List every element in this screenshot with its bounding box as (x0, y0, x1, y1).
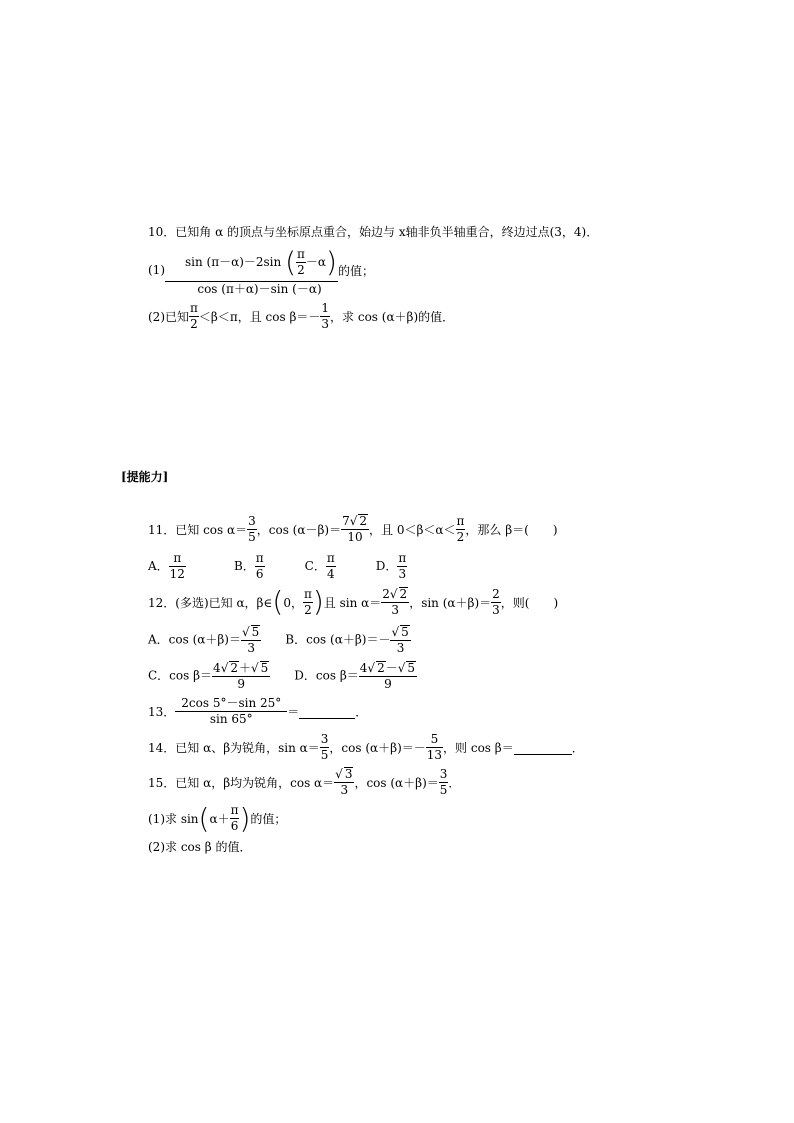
q11-option-c[interactable]: C． $\frac{\pi}{4}$ (304, 551, 335, 581)
q11-option-a[interactable]: A． $\frac{\pi}{12}$ (148, 551, 185, 581)
q15-part1: (1)求 sin ( α＋ $\frac{\pi}{6}$ ) 的值； (148, 801, 287, 835)
q11-option-d[interactable]: D． $\frac{\pi}{3}$ (375, 551, 407, 581)
q10-part1 (148, 244, 374, 296)
q12-option-d[interactable]: D．cos β＝ $\frac{4√ 2-√ 5}{9}$ (294, 661, 416, 691)
q12-option-c[interactable]: C．cos β＝ $\frac{4√ 2+√ 5}{9}$ (148, 661, 269, 691)
q10-part1-fraction: sin (π－α)－2sin ( $\frac{\pi}{2}$ －α) cos (π＋α)－sin (－α) (165, 244, 338, 296)
q15-stem: 15．已知 α，β均为锐角，cos α＝ $\frac{√ 3}{3}$ ，cos (α＋β)＝ $\frac{3}{5}$ ． (148, 766, 461, 797)
q10-part1-label: (1) (148, 263, 165, 277)
q14-answer-blank[interactable] (514, 740, 572, 755)
q13: 13． $\frac{2\cos 5^\circ-\sin 25^\circ}{\sin 65^\circ}$ ＝ ． (148, 696, 368, 726)
q12-stem: 12．(多选)已知 α，β∈ ( 0， $\frac{\pi}{2}$ ) 且 sin α＝ $\frac{2√ 2}{3}$ ，sin (α＋β)＝ $\frac{2}{3}$ ，则( ) (148, 585, 559, 618)
q12-options-ab (148, 625, 411, 655)
q11-options (148, 552, 407, 581)
q11-option-b[interactable]: B． $\frac{\pi}{6}$ (233, 551, 264, 581)
section-title: [提能力] (121, 470, 169, 484)
q12-option-a[interactable]: A．cos (α＋β)＝ $\frac{√ 5}{3}$ (148, 625, 260, 655)
q15-part2: (2)求 cos β 的值． (148, 840, 252, 854)
q10-part2: (2)已知 $\frac{\pi}{2}$ ＜β＜π，且 cos β＝－ $\frac{1}{3}$ ，求 cos (α＋β)的值． (148, 301, 455, 331)
q10-part1-tail: 的值； (337, 263, 374, 278)
q13-answer-blank[interactable] (299, 704, 355, 719)
q10-line1: 10．已知角 α 的顶点与坐标原点重合，始边与 x轴非负半轴重合，终边过点(3，4)． (148, 225, 599, 239)
q14: 14．已知 α、β为锐角，sin α＝ $\frac{3}{5}$ ，cos (α＋β)＝－ $\frac{5}{13}$ ，则 cos β＝ ． (148, 732, 584, 762)
q12-options-cd (148, 661, 417, 691)
q11-stem: 11．已知 cos α＝ $\frac{3}{5}$ ，cos (α－β)＝ $\frac{7√ 2}{10}$ ，且 0＜β＜α＜ $\frac{\pi}{2}$ ，那么 β＝( ) (148, 513, 558, 544)
q12-option-b[interactable]: B．cos (α＋β)＝－ $\frac{√ 5}{3}$ (285, 625, 409, 655)
